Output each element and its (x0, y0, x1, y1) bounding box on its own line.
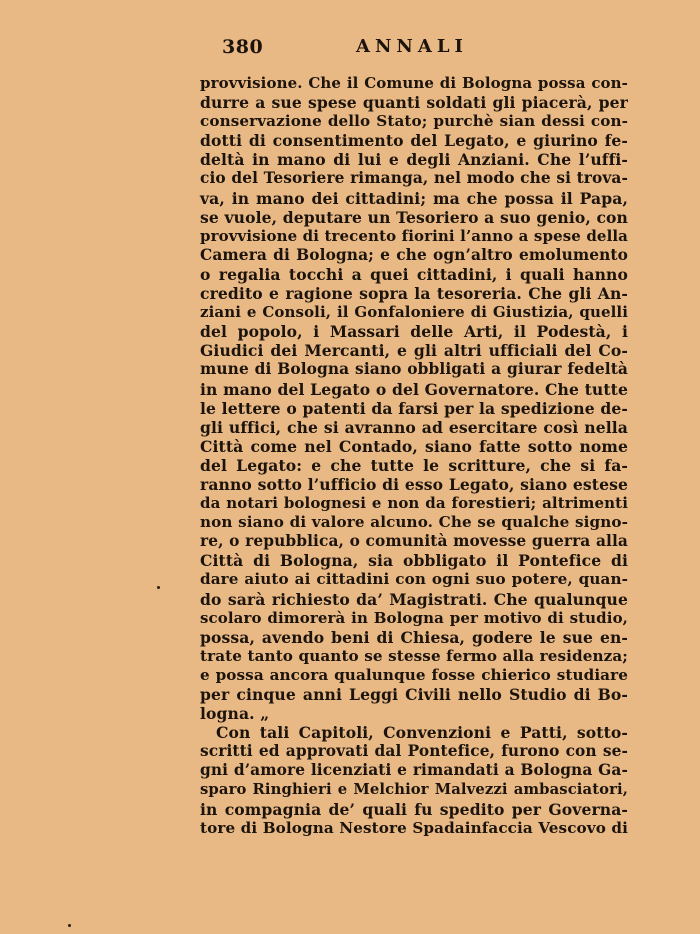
text-line: provvisione. Che il Comune di Bologna possa con- (200, 74, 628, 92)
paper-speck (157, 586, 160, 589)
text-line: scritti ed approvati dal Pontefice, furono con se- (200, 742, 628, 761)
text-line: Città di Bologna, sia obbligato il Pontefice di (200, 551, 628, 571)
text-line: scolaro dimorerà in Bologna per motivo di studio, (200, 608, 628, 627)
text-line: dotti di consentimento del Legato, e giurino fe- (200, 131, 628, 151)
text-line: sparo Ringhieri e Melchior Malvezzi ambasciatori, (200, 781, 628, 799)
running-head: ANNALI (356, 36, 468, 57)
text-line: do sarà richiesto da’ Magistrati. Che qualunque (200, 589, 628, 609)
body-text (200, 74, 628, 838)
text-line: gni d’amore licenziati e rimandati a Bologna Ga- (200, 761, 628, 780)
text-line: va, in mano dei cittadini; ma che possa il Papa, (200, 188, 628, 208)
text-line: per cinque anni Leggi Civili nello Studio di Bo- (200, 685, 628, 704)
paragraph-start-line: Con tali Capitoli, Convenzioni e Patti, sotto- (216, 723, 628, 743)
paragraph-end-line: logna. „ (200, 704, 270, 724)
text-line: tore di Bologna Nestore Spadainfaccia Vescovo di (200, 818, 628, 837)
text-line: in mano del Legato o del Governatore. Che tutte (200, 379, 628, 399)
text-line: durre a sue spese quanti soldati gli piacerà, per (200, 93, 628, 113)
text-line: non siano di valore alcuno. Che se qualche signo- (200, 513, 628, 532)
text-line: conservazione dello Stato; purchè sian dessi con- (200, 112, 628, 131)
text-line: trate tanto quanto se stesse fermo alla residenza; (200, 646, 628, 665)
page-header (200, 36, 628, 62)
text-line: del popolo, i Massari delle Arti, il Podestà, i (200, 322, 628, 342)
text-line: se vuole, deputare un Tesoriero a suo genio, con (200, 207, 628, 227)
text-line: Camera di Bologna; e che ogn’altro emolumento (200, 245, 628, 264)
text-line: ranno sotto l’ufficio di esso Legato, siano estese (200, 474, 628, 494)
text-line: e possa ancora qualunque fosse chierico studiare (200, 665, 628, 684)
text-line: mune di Bologna siano obbligati a giurar fedeltà (200, 360, 628, 379)
paper-speck (68, 924, 71, 927)
text-line: Città come nel Contado, siano fatte sotto nome (200, 436, 628, 456)
text-line: credito e ragione sopra la tesoreria. Che gli An- (200, 284, 628, 304)
text-line: dare aiuto ai cittadini con ogni suo potere, quan- (200, 570, 628, 589)
text-line: Giudici dei Mercanti, e gli altri ufficiali del Co- (200, 341, 628, 361)
text-line: possa, avendo beni di Chiesa, godere le sue en- (200, 627, 628, 647)
text-line: le lettere o patenti da farsi per la spedizione de- (200, 398, 628, 418)
text-line: ziani e Consoli, il Gonfaloniere di Giustizia, quelli (200, 303, 628, 322)
page-number: 380 (222, 36, 264, 58)
text-line: cio del Tesoriere rimanga, nel modo che si trova- (200, 169, 628, 188)
text-line: del Legato: e che tutte le scritture, che si fa- (200, 455, 628, 475)
text-line: provvisione di trecento fiorini l’anno a spese della (200, 226, 628, 245)
text-line: in compagnia de’ quali fu spedito per Governa- (200, 799, 628, 819)
text-line: o regalia tocchi a quei cittadini, i quali hanno (200, 264, 628, 284)
text-line: deltà in mano di lui e degli Anziani. Che l’uffi- (200, 150, 628, 170)
text-line: re, o repubblica, o comunità movesse guerra alla (200, 532, 628, 551)
text-line: da notari bolognesi e non da forestieri; altrimenti (200, 494, 628, 513)
text-line: gli uffici, che si avranno ad esercitare così nella (200, 417, 628, 437)
